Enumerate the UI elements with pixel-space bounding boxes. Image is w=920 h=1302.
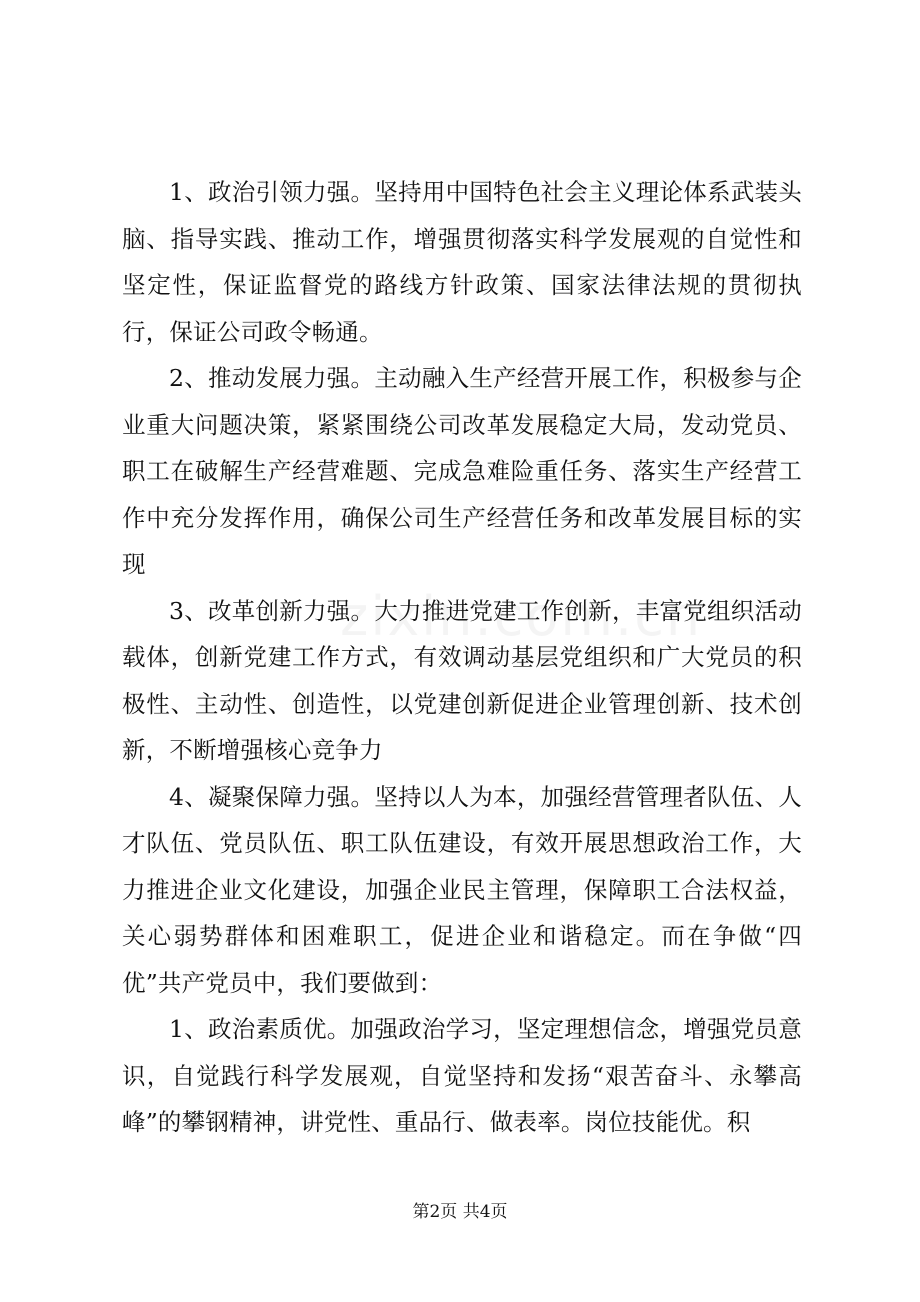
paragraph-4: 4、凝聚保障力强。坚持以人为本，加强经营管理者队伍、人才队伍、党员队伍、职工队伍建设，有效开展思想政治工作，大力推进企业文化建设，加强企业民主管理，保障职工合法权益，关心弱势群体和困难职工，促进企业和谐稳定。而在争做“四优”共产党员中，我们要做到： <box>122 782 802 997</box>
document-body <box>122 169 802 1146</box>
paragraph-2: 2、推动发展力强。主动融入生产经营开展工作，积极参与企业重大问题决策，紧紧围绕公司改革发展稳定大局，发动党员、职工在破解生产经营难题、完成急难险重任务、落实生产经营工作中充分发挥作用，确保公司生产经营任务和改革发展目标的实现 <box>122 364 802 578</box>
paragraph-5: 1、政治素质优。加强政治学习，坚定理想信念，增强党员意识，自觉践行科学发展观，自觉坚持和发扬“艰苦奋斗、永攀高峰”的攀钢精神，讲党性、重品行、做表率。岗位技能优。积 <box>122 1015 802 1136</box>
page-footer: 第2页 共4页 <box>412 1202 508 1222</box>
paragraph-3: 3、改革创新力强。大力推进党建工作创新，丰富党组织活动载体，创新党建工作方式，有效调动基层党组织和广大党员的积极性、主动性、创造性，以党建创新促进企业管理创新、技术创新，不断增强核心竞争力 <box>122 596 802 764</box>
paragraph-1: 1、政治引领力强。坚持用中国特色社会主义理论体系武装头脑、指导实践、推动工作，增强贯彻落实科学发展观的自觉性和坚定性，保证监督党的路线方针政策、国家法律法规的贯彻执行，保证公司政令畅通。 <box>122 178 802 346</box>
